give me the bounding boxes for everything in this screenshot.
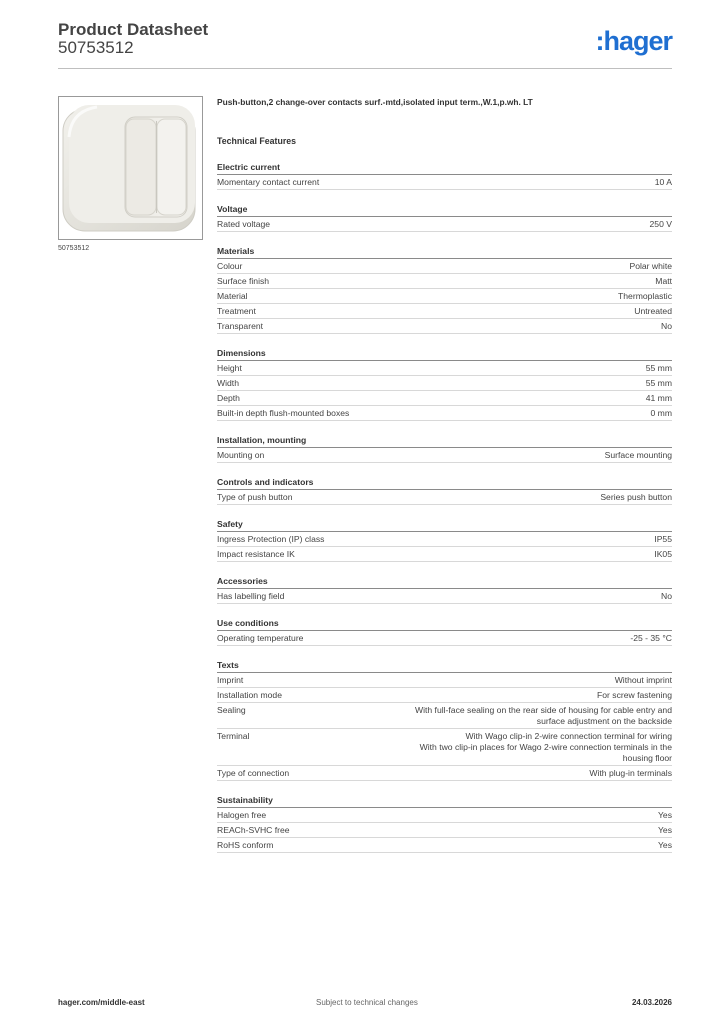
spec-label: Surface finish xyxy=(217,276,270,286)
footer-website: hager.com/middle-east xyxy=(58,998,145,1007)
spec-value: Thermoplastic xyxy=(618,291,672,301)
spec-section xyxy=(217,660,672,781)
spec-row xyxy=(217,547,672,562)
section-heading: Use conditions xyxy=(217,618,672,631)
spec-section xyxy=(217,435,672,463)
spec-value: Yes xyxy=(657,840,672,850)
spec-label: Built-in depth flush-mounted boxes xyxy=(217,408,350,418)
product-description: Push-button,2 change-over contacts surf.-mtd,isolated input term.,W.1,p.wh. LT xyxy=(217,97,533,107)
spec-row xyxy=(217,361,672,376)
spec-value: No xyxy=(661,321,672,331)
section-heading: Sustainability xyxy=(217,795,672,808)
spec-value: Yes xyxy=(657,825,672,835)
spec-label: Rated voltage xyxy=(217,219,271,229)
spec-label: Material xyxy=(217,291,248,301)
spec-value: 41 mm xyxy=(645,393,672,403)
spec-row xyxy=(217,448,672,463)
spec-row xyxy=(217,274,672,289)
product-image xyxy=(58,96,203,240)
spec-value: For screw fastening xyxy=(597,690,672,700)
spec-value: 55 mm xyxy=(645,363,672,373)
spec-label: Sealing xyxy=(217,705,246,715)
spec-label: Transparent xyxy=(217,321,264,331)
spec-row xyxy=(217,838,672,853)
spec-label: RoHS conform xyxy=(217,840,274,850)
spec-label: Imprint xyxy=(217,675,244,685)
spec-row xyxy=(217,808,672,823)
spec-label: Ingress Protection (IP) class xyxy=(217,534,325,544)
spec-section xyxy=(217,204,672,232)
spec-row xyxy=(217,631,672,646)
spec-label: Terminal xyxy=(217,731,250,741)
header-divider xyxy=(58,68,672,69)
spec-value: Yes xyxy=(657,810,672,820)
spec-label: Type of connection xyxy=(217,768,290,778)
spec-value: No xyxy=(661,591,672,601)
spec-value: 55 mm xyxy=(645,378,672,388)
technical-features-title: Technical Features xyxy=(217,136,297,146)
spec-label: Operating temperature xyxy=(217,633,304,643)
spec-row xyxy=(217,391,672,406)
spec-label: Has labelling field xyxy=(217,591,285,601)
article-number: 50753512 xyxy=(58,38,134,57)
page-title: Product Datasheet xyxy=(58,20,209,39)
spec-row xyxy=(217,175,672,190)
spec-section xyxy=(217,618,672,646)
spec-value: IK05 xyxy=(654,549,672,559)
push-button-switch-illustration xyxy=(59,97,202,239)
spec-value: Without imprint xyxy=(614,675,672,685)
spec-row xyxy=(217,703,672,729)
spec-section xyxy=(217,477,672,505)
section-heading: Texts xyxy=(217,660,672,673)
spec-row xyxy=(217,376,672,391)
spec-value: 10 A xyxy=(654,177,672,187)
spec-row xyxy=(217,319,672,334)
section-heading: Safety xyxy=(217,519,672,532)
section-heading: Accessories xyxy=(217,576,672,589)
section-heading: Installation, mounting xyxy=(217,435,672,448)
section-heading: Materials xyxy=(217,246,672,259)
spec-value: -25 - 35 °C xyxy=(630,633,672,643)
section-heading: Controls and indicators xyxy=(217,477,672,490)
spec-section xyxy=(217,162,672,190)
spec-section xyxy=(217,795,672,853)
spec-row xyxy=(217,766,672,781)
spec-row xyxy=(217,289,672,304)
spec-value: Polar white xyxy=(629,261,672,271)
spec-row xyxy=(217,688,672,703)
spec-value: 250 V xyxy=(649,219,672,229)
spec-label: Installation mode xyxy=(217,690,282,700)
spec-value: With Wago clip-in 2-wire connection terminal for wiring With two clip-in places for Wago 2-wire connection terminals in the housing floor xyxy=(419,731,672,763)
spec-row xyxy=(217,406,672,421)
spec-section xyxy=(217,348,672,421)
spec-label: Impact resistance IK xyxy=(217,549,295,559)
spec-label: Treatment xyxy=(217,306,256,316)
spec-row xyxy=(217,823,672,838)
footer-date: 24.03.2026 xyxy=(631,998,672,1007)
spec-row xyxy=(217,304,672,319)
spec-section xyxy=(217,519,672,562)
spec-label: Type of push button xyxy=(217,492,293,502)
section-heading: Voltage xyxy=(217,204,672,217)
spec-row xyxy=(217,259,672,274)
spec-value: 0 mm xyxy=(650,408,672,418)
spec-row xyxy=(217,490,672,505)
spec-value: Untreated xyxy=(634,306,672,316)
spec-label: Momentary contact current xyxy=(217,177,320,187)
spec-label: Halogen free xyxy=(217,810,267,820)
spec-value: With full-face sealing on the rear side of housing for cable entry and surface adjustment on the backside xyxy=(414,705,672,726)
section-heading: Electric current xyxy=(217,162,672,175)
spec-section xyxy=(217,246,672,334)
spec-section xyxy=(217,576,672,604)
spec-label: Depth xyxy=(217,393,240,403)
spec-value: Matt xyxy=(655,276,672,286)
hager-logo: :hager xyxy=(595,26,672,56)
spec-row xyxy=(217,217,672,232)
spec-value: With plug-in terminals xyxy=(589,768,672,778)
spec-label: Mounting on xyxy=(217,450,265,460)
spec-label: Colour xyxy=(217,261,243,271)
section-heading: Dimensions xyxy=(217,348,672,361)
spec-label: Height xyxy=(217,363,242,373)
image-caption: 50753512 xyxy=(58,245,90,252)
spec-row xyxy=(217,729,672,766)
technical-specifications xyxy=(217,96,672,853)
spec-value: Series push button xyxy=(600,492,672,502)
spec-row xyxy=(217,532,672,547)
spec-value: IP55 xyxy=(654,534,672,544)
spec-value: Surface mounting xyxy=(604,450,672,460)
spec-label: REACh-SVHC free xyxy=(217,825,290,835)
spec-row xyxy=(217,673,672,688)
spec-row xyxy=(217,589,672,604)
footer-notice: Subject to technical changes xyxy=(316,998,418,1007)
spec-sections xyxy=(217,162,672,853)
spec-label: Width xyxy=(217,378,239,388)
